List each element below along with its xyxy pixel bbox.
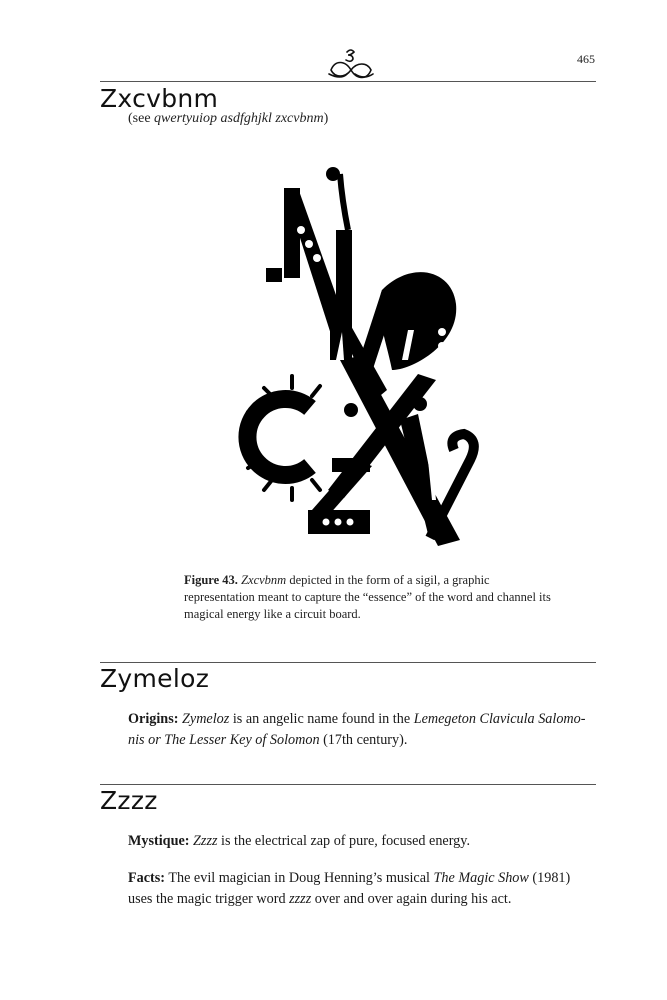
show-title: The Magic Show	[433, 870, 529, 886]
figure-caption: Figure 43. Zxcvbnm depicted in the form of a sigil, a graphic representation meant to capture the “essence” of the word and channel its magical energy like a circuit board.	[184, 573, 551, 621]
mystique-paragraph: Mystique: Zzzz is the electrical zap of pure, focused energy.	[128, 833, 470, 849]
facts-paragraph: Facts: The evil magician in Doug Henning’s musical The Magic Show (1981) uses the magic trigger word zzzz over and over again during his act.	[128, 870, 571, 907]
see-also-reference: (see qwertyuiop asdfghjkl zxcvbnm)	[128, 111, 329, 126]
section-divider	[100, 81, 596, 82]
entry-title-zymeloz: Zymeloz	[100, 664, 210, 693]
section-divider	[100, 784, 596, 785]
entry-title-zzzz: Zzzz	[100, 786, 158, 815]
source-title: Lemegeton Clavicula Salomo-nis or The Lesser Key of Solomon	[128, 711, 586, 748]
zxcvbnm-sigil-icon	[232, 160, 490, 552]
page-number: 465	[577, 52, 595, 66]
trigger-word: zzzz	[289, 891, 312, 907]
see-also-term: qwertyuiop asdfghjkl zxcvbnm	[154, 111, 324, 126]
figure-label: Figure 43.	[184, 573, 238, 587]
flourish-ornament-icon	[325, 44, 377, 82]
figure-term: Zxcvbnm	[241, 573, 287, 587]
entry-title-zxcvbnm: Zxcvbnm	[100, 84, 219, 113]
origins-paragraph: Origins: Zymeloz is an angelic name found in the Lemegeton Clavicula Salomo-nis or The Lesser Key of Solomon (17th century).	[128, 711, 586, 748]
section-divider	[100, 662, 596, 663]
